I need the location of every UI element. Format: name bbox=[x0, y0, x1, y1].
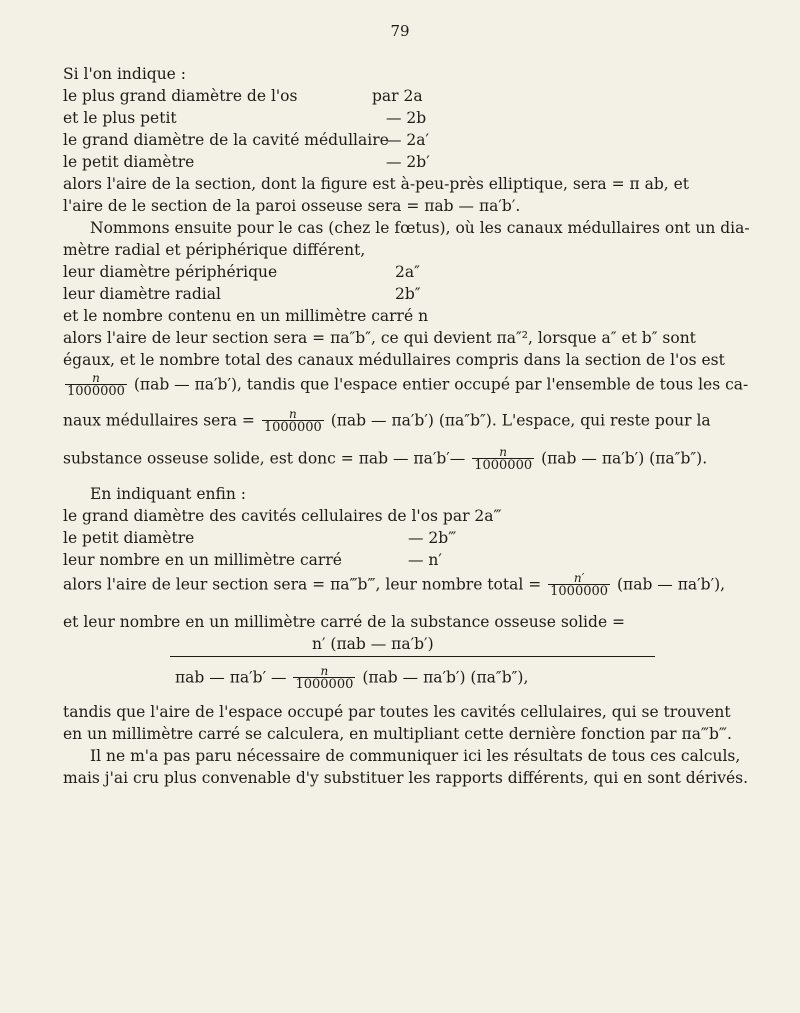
formula-line bbox=[63, 372, 748, 399]
text-line: πab — πa′b′ — bbox=[175, 668, 287, 687]
text-line: alors l'aire de leur section sera = πa‴b‴, leur nombre total = bbox=[63, 575, 542, 594]
fraction: $\frac{n}{1000000}$ bbox=[263, 407, 322, 435]
text-line: le grand diamètre de la cavité médullaire bbox=[63, 131, 389, 149]
text-line-value: — 2b‴ bbox=[408, 529, 457, 547]
page-number: 79 bbox=[390, 22, 410, 40]
text-line: tandis que l'aire de l'espace occupé par toutes les cavités cellulaires, qui se trouvent bbox=[63, 703, 731, 721]
text-line: (πab — πa′b′), bbox=[616, 575, 726, 594]
text-line: leur diamètre périphérique bbox=[63, 263, 278, 281]
text-line-value: — 2b′ bbox=[386, 153, 430, 171]
text-line: le grand diamètre des cavités cellulaires de l'os par 2a‴ bbox=[63, 507, 502, 525]
formula-line bbox=[175, 665, 528, 692]
formula-numerator: n′ (πab — πa′b′) bbox=[312, 635, 434, 653]
text-line: alors l'aire de leur section sera = πa″b″, ce qui devient πa″², lorsque a″ et b″ sont bbox=[63, 329, 696, 347]
text-line: (πab — πa′b′), tandis que l'espace entier occupé par l'ensemble de tous les ca- bbox=[133, 375, 749, 394]
text-line: (πab — πa′b′) (πa″b″). bbox=[541, 449, 708, 468]
fraction: $\frac{n}{1000000}$ bbox=[474, 445, 533, 473]
text-line: Nommons ensuite pour le cas (chez le fœtus), où les canaux médullaires ont un dia- bbox=[90, 219, 750, 237]
formula-line bbox=[63, 408, 711, 435]
text-line: leur nombre en un millimètre carré bbox=[63, 551, 342, 569]
text-line-value: — 2a′ bbox=[386, 131, 430, 149]
fraction: $\frac{n}{1000000}$ bbox=[67, 371, 125, 399]
text-line: le plus grand diamètre de l'os bbox=[63, 87, 298, 105]
text-line: le petit diamètre bbox=[63, 153, 195, 171]
text-line: l'aire de le section de la paroi osseuse sera = πab — πa′b′. bbox=[63, 197, 521, 215]
text-line: (πab — πa′b′) (πa″b″), bbox=[362, 668, 529, 687]
text-line: et le nombre contenu en un millimètre carré n bbox=[63, 307, 429, 325]
text-line: le petit diamètre bbox=[63, 529, 195, 547]
text-line-value: 2a″ bbox=[395, 263, 420, 281]
text-line-value: — 2b bbox=[386, 109, 427, 127]
text-line-value: par 2a bbox=[372, 87, 423, 105]
text-line: (πab — πa′b′) (πa″b″). L'espace, qui reste pour la bbox=[330, 411, 711, 430]
formula-line bbox=[63, 446, 707, 473]
text-line: substance osseuse solide, est donc = πab — πa′b′— bbox=[63, 449, 466, 468]
text-line: naux médullaires sera = bbox=[63, 411, 255, 430]
text-line: égaux, et le nombre total des canaux médullaires compris dans la section de l'os est bbox=[63, 351, 725, 369]
text-line: Si l'on indique : bbox=[63, 65, 187, 83]
text-line: et le plus petit bbox=[63, 109, 177, 127]
text-line: mais j'ai cru plus convenable d'y substituer les rapports différents, qui en sont dérivés. bbox=[63, 769, 749, 787]
text-line: alors l'aire de la section, dont la figure est à-peu-près elliptique, sera = π ab, et bbox=[63, 175, 690, 193]
text-line: Il ne m'a pas paru nécessaire de communiquer ici les résultats de tous ces calculs, bbox=[90, 747, 741, 765]
text-line: leur diamètre radial bbox=[63, 285, 221, 303]
text-line: et leur nombre en un millimètre carré de la substance osseuse solide = bbox=[63, 613, 626, 631]
fraction: $\frac{n}{1000000}$ bbox=[295, 664, 354, 692]
text-line: mètre radial et périphérique différent, bbox=[63, 241, 366, 259]
text-line-value: — n′ bbox=[408, 551, 442, 569]
fraction-bar bbox=[170, 656, 655, 657]
text-line: En indiquant enfin : bbox=[90, 485, 246, 503]
fraction: $\frac{n'}{1000000}$ bbox=[550, 571, 609, 599]
text-line-value: 2b″ bbox=[395, 285, 421, 303]
formula-line bbox=[63, 572, 725, 599]
text-line: en un millimètre carré se calculera, en multipliant cette dernière fonction par πa‴b‴. bbox=[63, 725, 732, 743]
